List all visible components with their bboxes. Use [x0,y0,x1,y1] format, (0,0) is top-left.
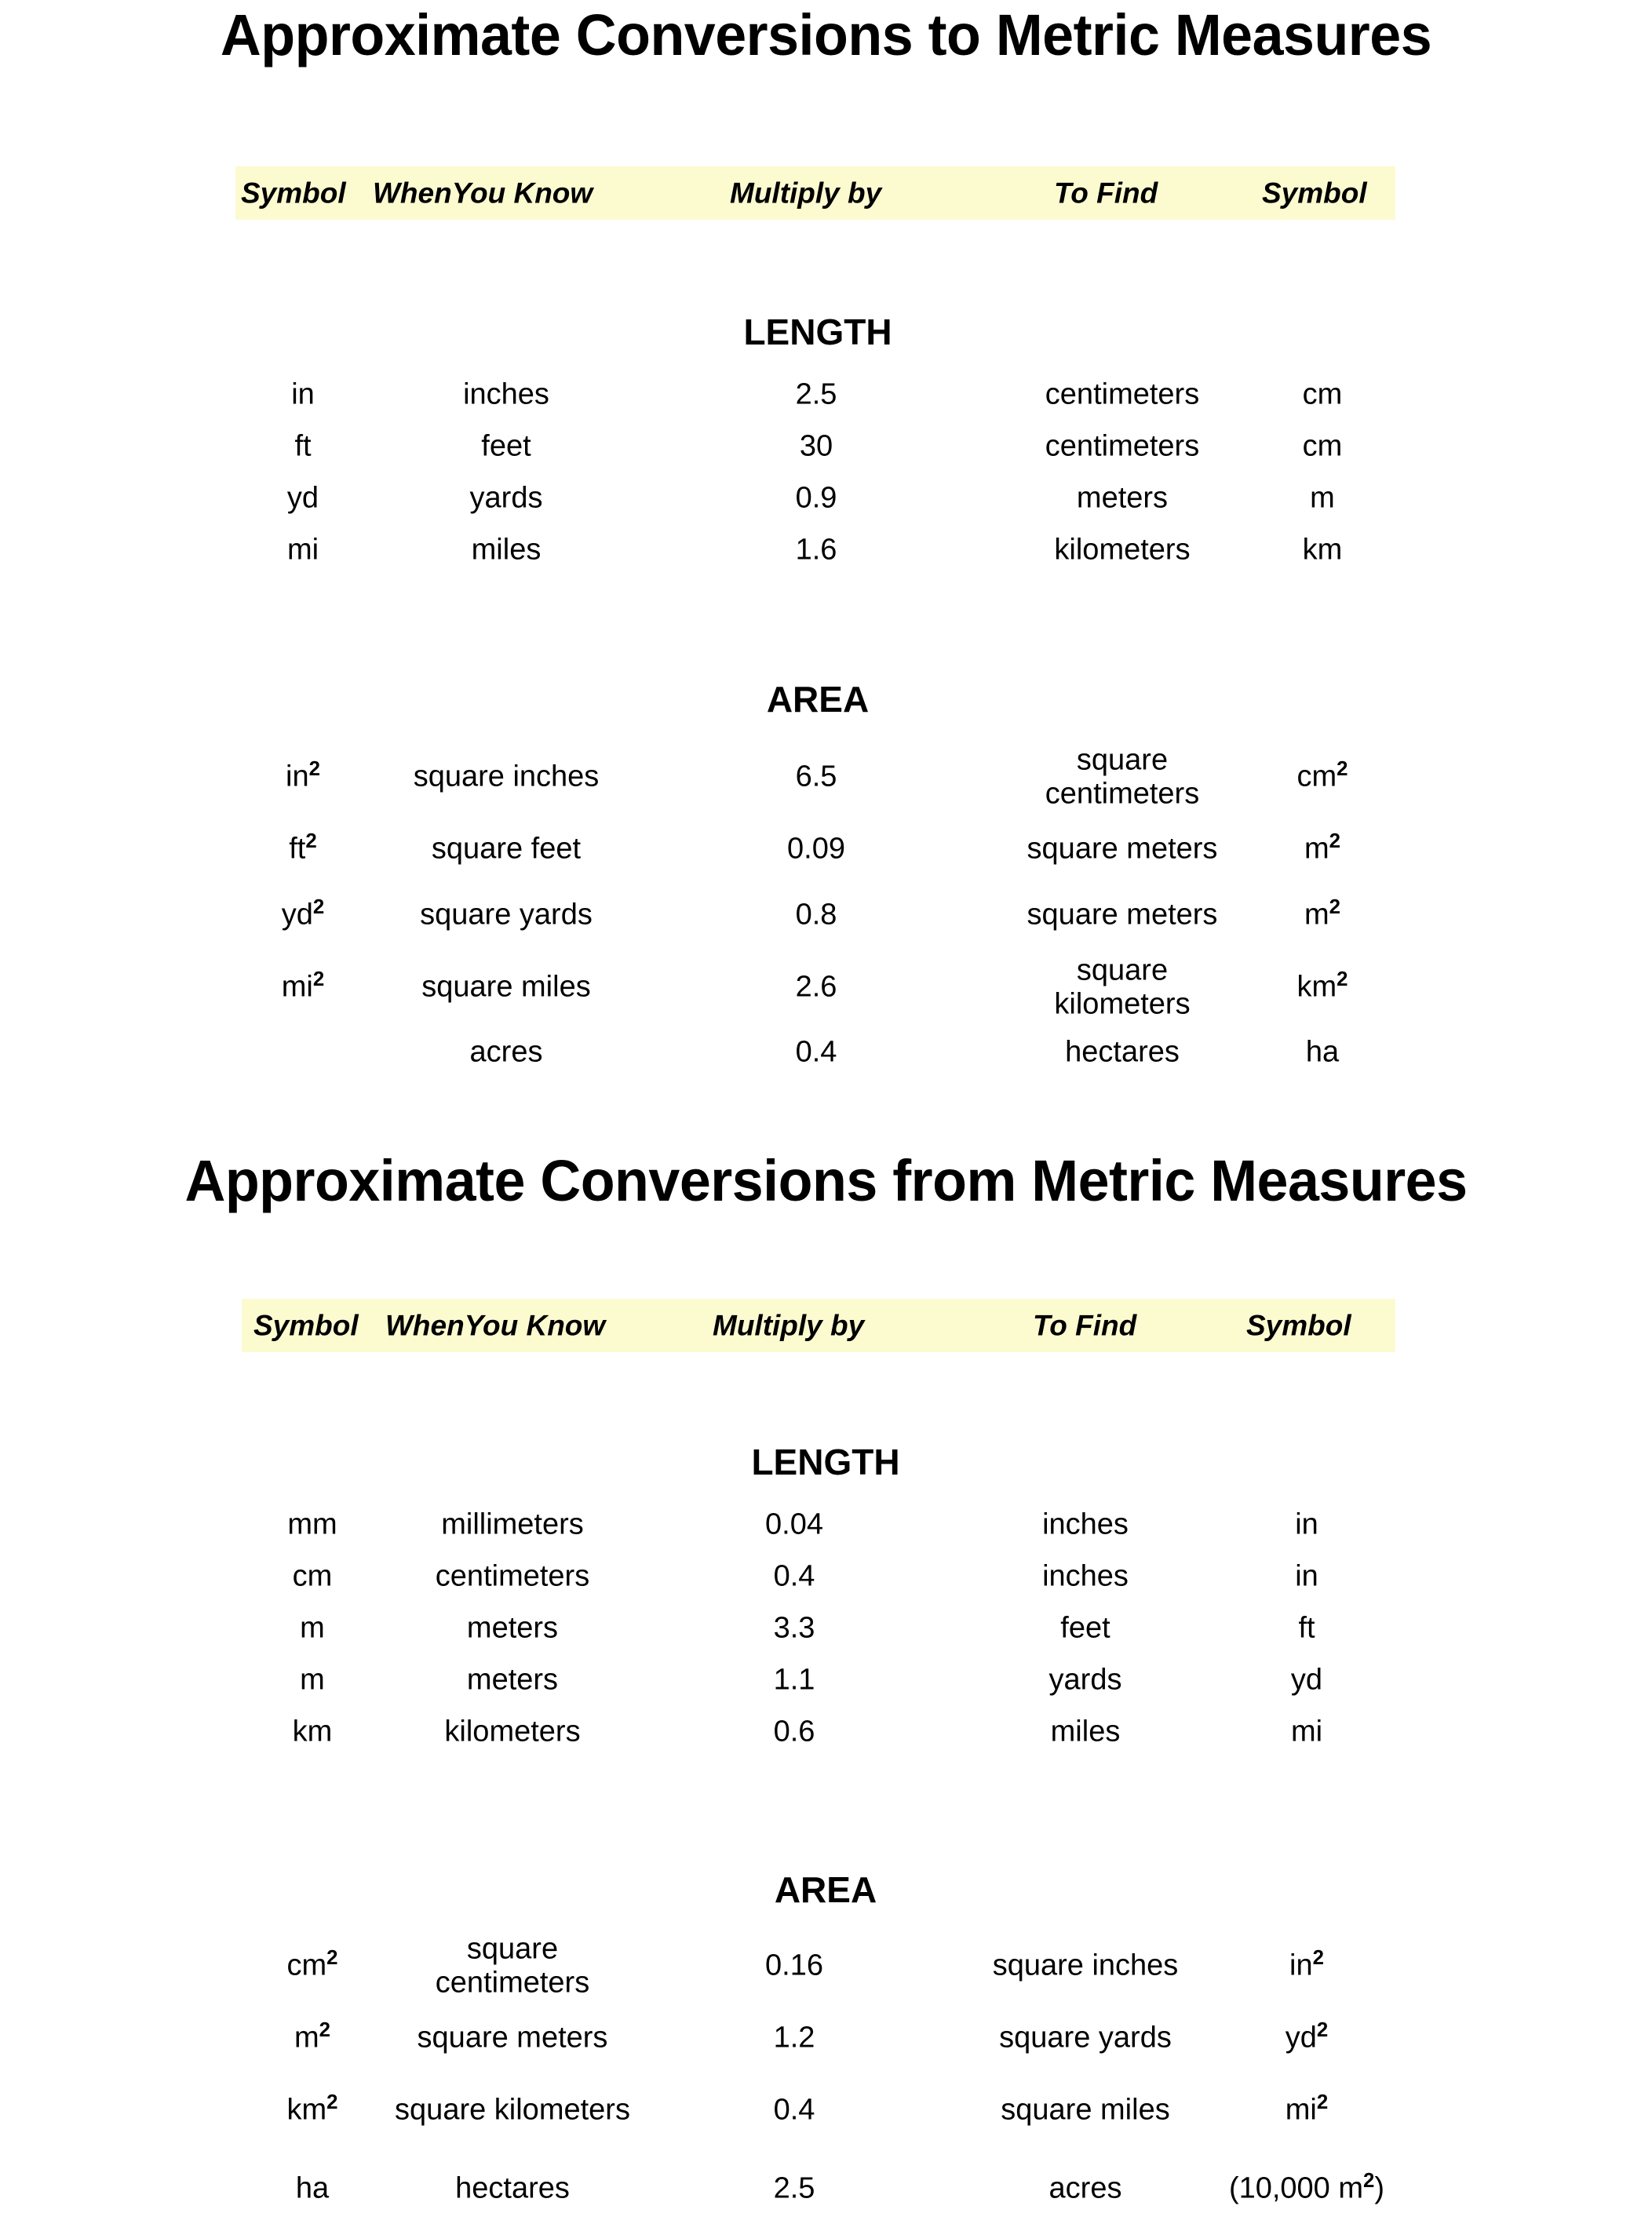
cell-multiply-by: 2.5 [773,2171,815,2205]
cell-when-you-know: square kilometers [395,2093,630,2127]
cell-when-you-know: miles [471,533,542,567]
cell-multiply-by: 2.5 [795,377,837,411]
cell-symbol-left: cm [292,1559,333,1593]
cell-to-find: miles [1050,1715,1121,1748]
table-row [0,1927,1652,2005]
table-row [0,2005,1652,2071]
cell-when-you-know: feet [481,429,531,463]
table-row [0,472,1652,524]
cell-when-you-know: centimeters [435,1559,590,1593]
cell-multiply-by: 1.1 [773,1663,815,1697]
cell-multiply-by: 0.16 [765,1949,823,1982]
cell-symbol-right: km [1302,533,1343,567]
cell-to-find: centimeters [1045,377,1200,411]
cell-symbol-left: km [292,1715,333,1748]
cell-to-find: kilometers [1054,533,1191,567]
table-row [0,1551,1652,1602]
cell-when-you-know: yards [469,481,543,515]
page-title-from-metric: Approximate Conversions from Metric Measures [184,1148,1468,1213]
cell-multiply-by: 3.3 [773,1611,815,1645]
cell-symbol-right: $km^2$ [1296,968,1348,1004]
cell-when-you-know: inches [463,377,549,411]
table-row [0,738,1652,816]
cell-to-find: square kilometers [1054,953,1191,1020]
cell-to-find: square miles [1001,2093,1170,2127]
cell-symbol-left: m [300,1611,325,1645]
table-row [0,1654,1652,1706]
cell-to-find: square yards [999,2021,1172,2055]
column-header-when-you-know: WhenYou Know [385,1309,606,1342]
cell-when-you-know: square yards [420,898,593,932]
cell-multiply-by: 0.6 [773,1715,815,1748]
cell-when-you-know: millimeters [441,1508,584,1541]
cell-when-you-know: meters [466,1663,559,1697]
cell-to-find: meters [1076,481,1169,515]
table-row [0,524,1652,576]
cell-to-find: square meters [1027,832,1218,866]
column-header-multiply-by: Multiply by [730,177,882,210]
cell-symbol-left: $ft^2$ [289,830,317,866]
cell-symbol-right: m [1310,481,1335,515]
cell-symbol-left: yd [286,481,319,515]
cell-symbol-right: cm [1302,377,1343,411]
cell-to-find: square centimeters [1045,743,1200,810]
cell-when-you-know: hectares [455,2171,570,2205]
cell-to-find: acres [1048,2171,1122,2205]
cell-multiply-by: 2.6 [795,970,837,1004]
table-row [0,1602,1652,1654]
cell-multiply-by: 0.04 [765,1508,823,1541]
cell-symbol-right: in [1295,1559,1318,1593]
cell-symbol-left: $cm^2$ [286,1947,338,1982]
cell-when-you-know: kilometers [444,1715,581,1748]
cell-to-find: feet [1060,1611,1110,1645]
table-row [0,2071,1652,2149]
table-row [0,369,1652,421]
cell-symbol-right: yd [1290,1663,1323,1697]
column-header-multiply-by: Multiply by [713,1309,865,1342]
column-header-when-you-know: WhenYou Know [373,177,593,210]
table-row [0,1499,1652,1551]
table-row [0,1026,1652,1078]
group-heading-length-to-metric: LENGTH [743,312,892,352]
table-row [0,2149,1652,2228]
cell-symbol-right: ft [1298,1611,1315,1645]
cell-multiply-by: 0.8 [795,898,837,932]
cell-symbol-left: ft [294,429,312,463]
cell-when-you-know: square miles [421,970,591,1004]
cell-symbol-right: $mi^2$ [1285,2091,1329,2127]
cell-to-find: hectares [1065,1035,1180,1069]
cell-when-you-know: acres [469,1035,543,1069]
table-row [0,882,1652,948]
column-header-to-find: To Find [1054,177,1158,210]
cell-to-find: centimeters [1045,429,1200,463]
area-rows-from-metric [0,1927,1652,2228]
table-row [0,1706,1652,1758]
cell-when-you-know: square centimeters [435,1932,590,1999]
table-header-row-from-metric [242,1299,1395,1352]
length-rows-from-metric [0,1499,1652,1758]
cell-to-find: square inches [992,1949,1179,1982]
cell-to-find: square meters [1027,898,1218,932]
cell-multiply-by: 1.6 [795,533,837,567]
cell-symbol-left: $km^2$ [286,2091,338,2127]
cell-symbol-left: in [291,377,315,411]
cell-multiply-by: 0.09 [787,832,845,866]
table-row [0,421,1652,472]
cell-symbol-right: ha [1305,1035,1340,1069]
cell-symbol-left: $in^2$ [286,758,320,793]
column-header-symbol-right: Symbol [1246,1309,1351,1342]
cell-when-you-know: square inches [413,760,600,793]
cell-symbol-left: $mi^2$ [281,968,325,1004]
table-row [0,948,1652,1026]
cell-symbol-left: mi [286,533,319,567]
column-header-symbol-right: Symbol [1262,177,1367,210]
cell-symbol-right: cm [1302,429,1343,463]
cell-symbol-right: (10,000 $m^2$) [1228,2170,1385,2205]
table-row [0,816,1652,882]
cell-symbol-right: $m^2$ [1304,830,1341,866]
area-rows-to-metric [0,738,1652,1078]
cell-to-find: inches [1042,1508,1129,1541]
cell-symbol-right: $in^2$ [1289,1947,1324,1982]
cell-multiply-by: 6.5 [795,760,837,793]
page-title-to-metric: Approximate Conversions to Metric Measures [220,2,1432,67]
group-heading-length-from-metric: LENGTH [751,1442,900,1482]
cell-symbol-left: $m^2$ [294,2019,331,2055]
cell-to-find: yards [1048,1663,1122,1697]
cell-symbol-right: $cm^2$ [1296,758,1348,793]
cell-multiply-by: 0.9 [795,481,837,515]
cell-multiply-by: 0.4 [773,2093,815,2127]
column-header-to-find: To Find [1033,1309,1137,1342]
cell-when-you-know: square feet [431,832,582,866]
cell-multiply-by: 1.2 [773,2021,815,2055]
group-heading-area-from-metric: AREA [774,1869,877,1910]
column-header-symbol-left: Symbol [241,177,346,210]
cell-to-find: inches [1042,1559,1129,1593]
length-rows-to-metric [0,369,1652,576]
cell-symbol-left: $yd^2$ [281,896,325,932]
cell-symbol-right: $m^2$ [1304,896,1341,932]
cell-symbol-left: mm [287,1508,337,1541]
column-header-symbol-left: Symbol [253,1309,359,1342]
cell-symbol-left: ha [295,2171,330,2205]
cell-multiply-by: 0.4 [795,1035,837,1069]
cell-multiply-by: 0.4 [773,1559,815,1593]
table-header-row-to-metric [235,166,1395,220]
cell-symbol-right: $yd^2$ [1285,2019,1329,2055]
cell-symbol-right: mi [1290,1715,1323,1748]
group-heading-area-to-metric: AREA [766,679,870,720]
cell-symbol-left: m [300,1663,325,1697]
cell-when-you-know: meters [466,1611,559,1645]
cell-multiply-by: 30 [799,429,833,463]
cell-when-you-know: square meters [417,2021,608,2055]
cell-symbol-right: in [1295,1508,1318,1541]
